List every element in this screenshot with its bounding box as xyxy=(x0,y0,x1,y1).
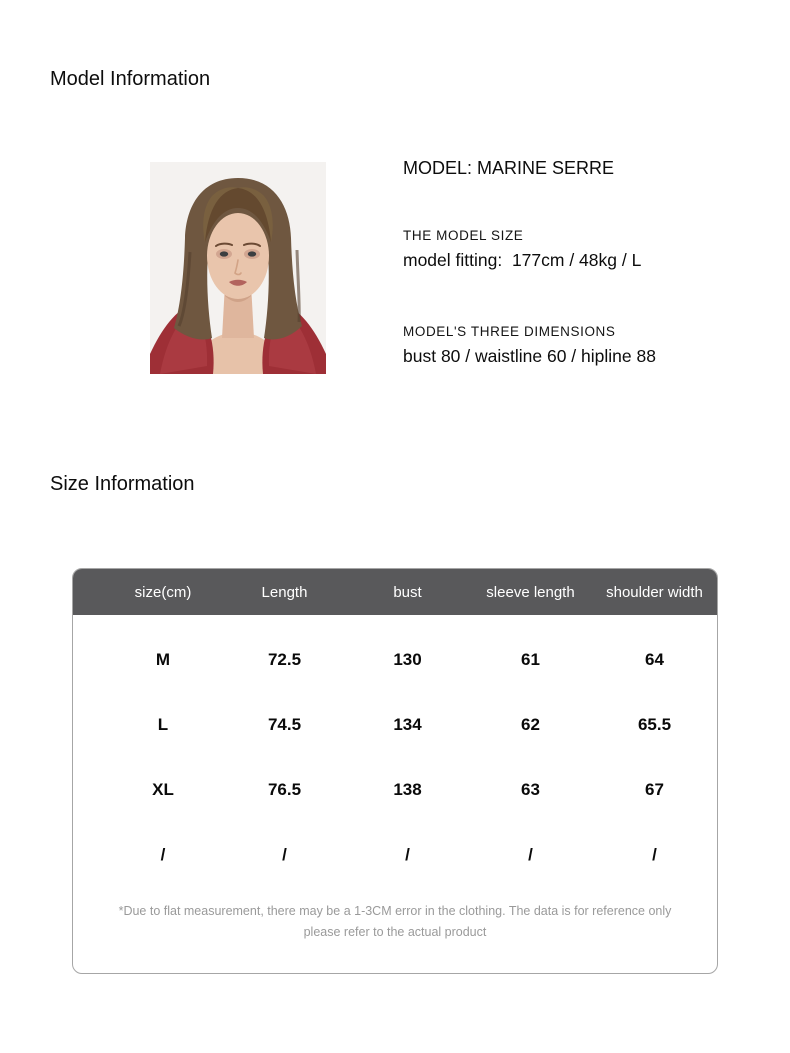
shoulder-width-cell: / xyxy=(652,844,657,864)
bust-cell: 138 xyxy=(393,779,422,799)
sleeve-length-cell: 61 xyxy=(521,649,540,669)
length-cell: 74.5 xyxy=(267,714,302,734)
table-row-m xyxy=(73,627,717,692)
disclaimer-line-2: please refer to the actual product xyxy=(303,925,487,939)
size-table-header-row xyxy=(73,569,717,615)
size-cell: M xyxy=(155,649,171,669)
disclaimer-line-1: *Due to flat measurement, there may be a 1-3CM error in the clothing. The data is for reference only xyxy=(118,904,672,918)
column-header-size: size(cm) xyxy=(134,583,192,601)
size-information-heading: Size Information xyxy=(50,473,195,495)
model-portrait-illustration xyxy=(150,162,326,374)
model-portrait-photo xyxy=(150,162,326,374)
sleeve-length-cell: 63 xyxy=(521,779,540,799)
size-table-body xyxy=(73,615,717,887)
model-dimensions-line: bust 80 / waistline 60 / hipline 88 xyxy=(403,346,656,366)
shoulder-width-cell: 67 xyxy=(645,779,664,799)
sleeve-length-cell: / xyxy=(528,844,533,864)
shoulder-width-cell: 65.5 xyxy=(637,714,672,734)
table-row-xl xyxy=(73,757,717,822)
column-header-bust: bust xyxy=(393,583,422,601)
model-information-heading: Model Information xyxy=(50,68,211,90)
shoulder-width-cell: 64 xyxy=(645,649,664,669)
column-header-length: Length xyxy=(261,583,308,601)
column-header-sleeve-length: sleeve length xyxy=(486,583,575,601)
model-name-line: MODEL: MARINE SERRE xyxy=(403,158,615,178)
measurement-disclaimer xyxy=(73,901,717,973)
size-cell: / xyxy=(160,844,166,864)
table-row-l xyxy=(73,692,717,757)
bust-cell: / xyxy=(405,844,410,864)
model-fitting-line: model fitting: 177cm / 48kg / L xyxy=(403,250,642,270)
length-cell: 76.5 xyxy=(267,779,302,799)
size-cell: L xyxy=(157,714,169,734)
column-header-shoulder-width: shoulder width xyxy=(606,583,703,601)
sleeve-length-cell: 62 xyxy=(521,714,540,734)
bust-cell: 134 xyxy=(393,714,422,734)
model-size-label: THE MODEL SIZE xyxy=(403,228,524,243)
model-details-block xyxy=(403,158,743,367)
model-dimensions-label: MODEL'S THREE DIMENSIONS xyxy=(403,324,616,339)
length-cell: 72.5 xyxy=(267,649,302,669)
size-cell: XL xyxy=(152,779,174,799)
bust-cell: 130 xyxy=(393,649,422,669)
size-table xyxy=(72,568,718,974)
table-row-placeholder xyxy=(73,822,717,887)
length-cell: / xyxy=(282,844,287,864)
